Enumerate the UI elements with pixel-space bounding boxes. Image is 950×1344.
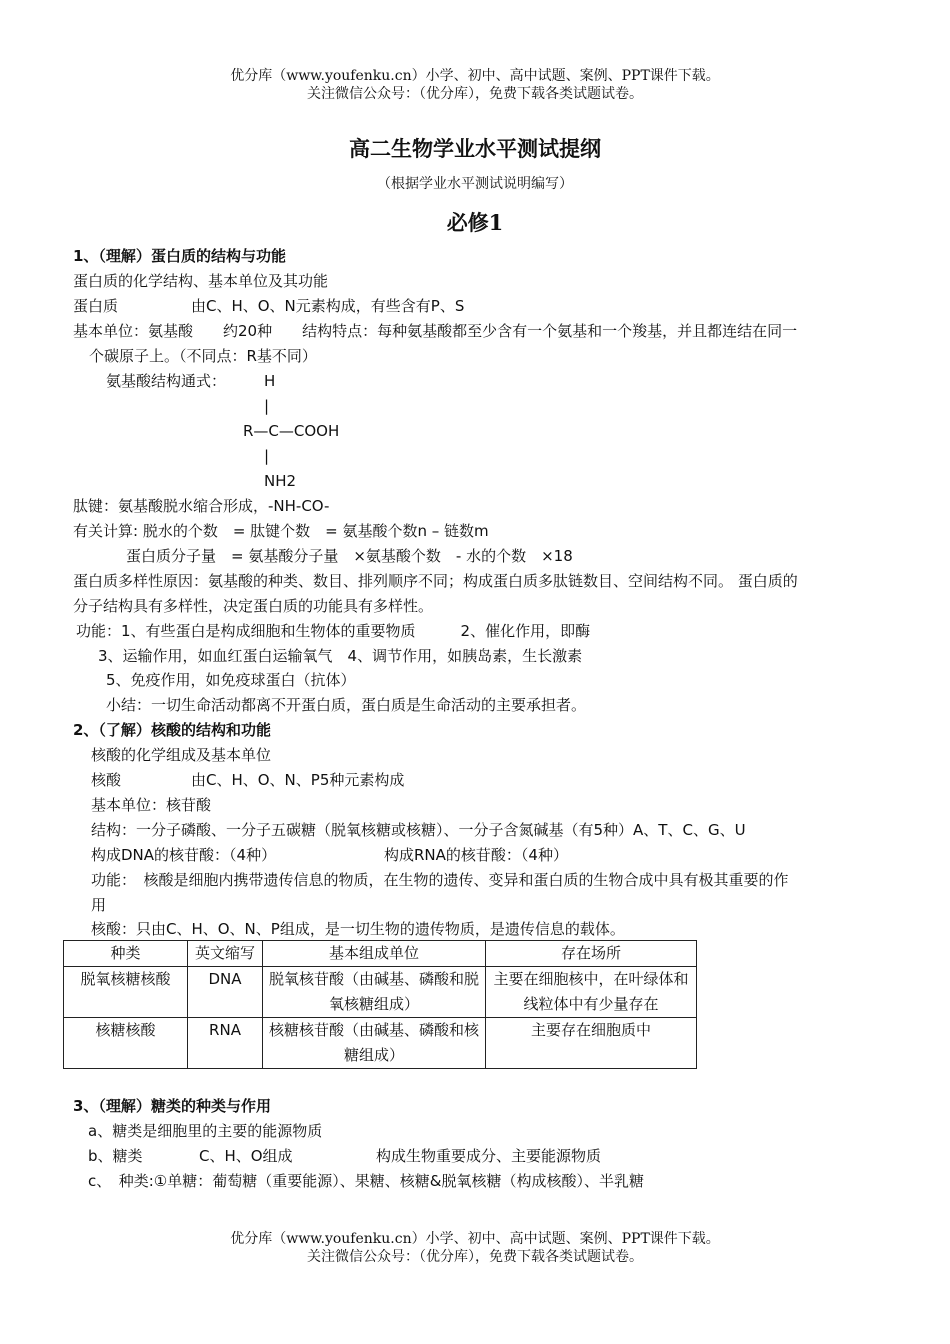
s2-line-8: 核酸：只由C、H、O、N、P组成，是一切生物的遗传物质，是遗传信息的载体。 (91, 920, 625, 938)
formula-main-chain: R—C—COOH (243, 422, 340, 440)
s2-line-2b: 由C、H、O、N、P5种元素构成 (191, 771, 405, 789)
formula-bond-top: | (264, 397, 270, 415)
table-header-cell: 种类 (64, 941, 188, 967)
s1-line-7: 蛋白质分子量 = 氨基酸分子量 ×氨基酸个数 - 水的个数 ×18 (126, 547, 573, 565)
s3-line-2c: 构成生物重要成分、主要能源物质 (376, 1147, 602, 1165)
doc-subtitle: （根据学业水平测试说明编写） (377, 176, 573, 192)
section-2-heading: 2、（了解）核酸的结构和功能 (73, 721, 271, 739)
s3-line-3: c、 种类:①单糖：葡萄糖（重要能源）、果糖、核糖&脱氧核糖（构成核酸）、半乳糖 (88, 1172, 644, 1190)
s3-line-1: a、糖类是细胞里的主要的能源物质 (88, 1122, 323, 1140)
table-row (64, 967, 697, 1018)
table-cell: 核糖核酸 (64, 1018, 188, 1069)
s1-line-10: 功能：1、有些蛋白是构成细胞和生物体的重要物质 2、催化作用，即酶 (76, 622, 591, 640)
s1-line-6: 有关计算: 脱水的个数 = 肽键个数 = 氨基酸个数n – 链数m (73, 522, 489, 540)
s1-line-3: 基本单位：氨基酸 约20种 结构特点：每种氨基酸都至少含有一个氨基和一个羧基，并且都连结在同一 (73, 322, 798, 340)
s2-line-2a: 核酸 (91, 771, 122, 789)
page-footer-line-2: 关注微信公众号：（优分库），免费下载各类试题试卷。 (307, 1249, 643, 1265)
table-header-cell: 英文缩写 (188, 941, 263, 967)
page-header-line-1: 优分库（www.youfenku.cn）小学、初中、高中试题、案例、PPT课件下载。 (230, 68, 720, 84)
s3-line-2b: C、H、O组成 (199, 1147, 293, 1165)
table-header-cell: 存在场所 (486, 941, 697, 967)
s2-line-7: 用 (91, 896, 107, 914)
s2-line-4: 结构：一分子磷酸、一分子五碳糖（脱氧核糖或核糖）、一分子含氮碱基（有5种）A、T、C、G、U (91, 821, 746, 839)
doc-title: 高二生物学业水平测试提纲 (349, 136, 601, 161)
table-header-cell: 基本组成单位 (263, 941, 486, 967)
table-cell: RNA (188, 1018, 263, 1069)
module-title: 必修1 (446, 210, 504, 235)
table-cell: 脱氧核苷酸（由碱基、磷酸和脱氧核糖组成） (263, 967, 486, 1018)
table-cell: 主要在细胞核中，在叶绿体和线粒体中有少量存在 (486, 967, 697, 1018)
s2-line-5b: 构成RNA的核苷酸：（4种） (384, 846, 568, 864)
section-3-heading: 3、（理解）糖类的种类与作用 (73, 1097, 271, 1115)
s2-line-6: 功能： 核酸是细胞内携带遗传信息的物质，在生物的遗传、变异和蛋白质的生物合成中具有极其重要的作 (91, 871, 789, 889)
formula-nh2: NH2 (264, 472, 297, 490)
table-row (64, 1018, 697, 1069)
s1-line-11: 3、运输作用，如血红蛋白运输氧气 4、调节作用，如胰岛素，生长激素 (98, 647, 583, 665)
s1-line-13: 小结：一切生命活动都离不开蛋白质，蛋白质是生命活动的主要承担者。 (106, 696, 587, 714)
s3-line-2a: b、糖类 (88, 1147, 143, 1165)
s1-line-5: 肽键：氨基酸脱水缩合形成，-NH-CO- (73, 497, 330, 515)
table-cell: 主要存在细胞质中 (486, 1018, 697, 1069)
s1-line-2b: 由C、H、O、N元素构成，有些含有P、S (191, 297, 465, 315)
formula-h: H (264, 372, 276, 390)
table-header-row (64, 941, 697, 967)
s2-line-5a: 构成DNA的核苷酸：（4种） (91, 846, 277, 864)
page-footer-line-1: 优分库（www.youfenku.cn）小学、初中、高中试题、案例、PPT课件下载。 (230, 1231, 720, 1247)
s1-line-12: 5、免疫作用，如免疫球蛋白（抗体） (106, 671, 356, 689)
s2-line-3: 基本单位：核苷酸 (91, 796, 212, 814)
page-header-line-2: 关注微信公众号：（优分库），免费下载各类试题试卷。 (307, 86, 643, 102)
section-1-heading: 1、（理解）蛋白质的结构与功能 (73, 247, 286, 265)
table-cell: DNA (188, 967, 263, 1018)
nucleic-acid-table (63, 940, 697, 1069)
s1-line-1: 蛋白质的化学结构、基本单位及其功能 (73, 272, 329, 290)
table-cell: 脱氧核糖核酸 (64, 967, 188, 1018)
s1-line-2a: 蛋白质 (73, 297, 119, 315)
s1-line-9: 分子结构具有多样性，决定蛋白质的功能具有多样性。 (73, 597, 434, 615)
table-cell: 核糖核苷酸（由碱基、磷酸和核糖组成） (263, 1018, 486, 1069)
formula-label: 氨基酸结构通式： (106, 372, 227, 390)
s2-line-1: 核酸的化学组成及基本单位 (91, 746, 272, 764)
s1-line-4: 个碳原子上。（不同点：R基不同） (89, 347, 317, 365)
s1-line-8: 蛋白质多样性原因：氨基酸的种类、数目、排列顺序不同；构成蛋白质多肽链数目、空间结构不同。 蛋白质的 (73, 572, 798, 590)
formula-bond-bottom: | (264, 447, 270, 465)
